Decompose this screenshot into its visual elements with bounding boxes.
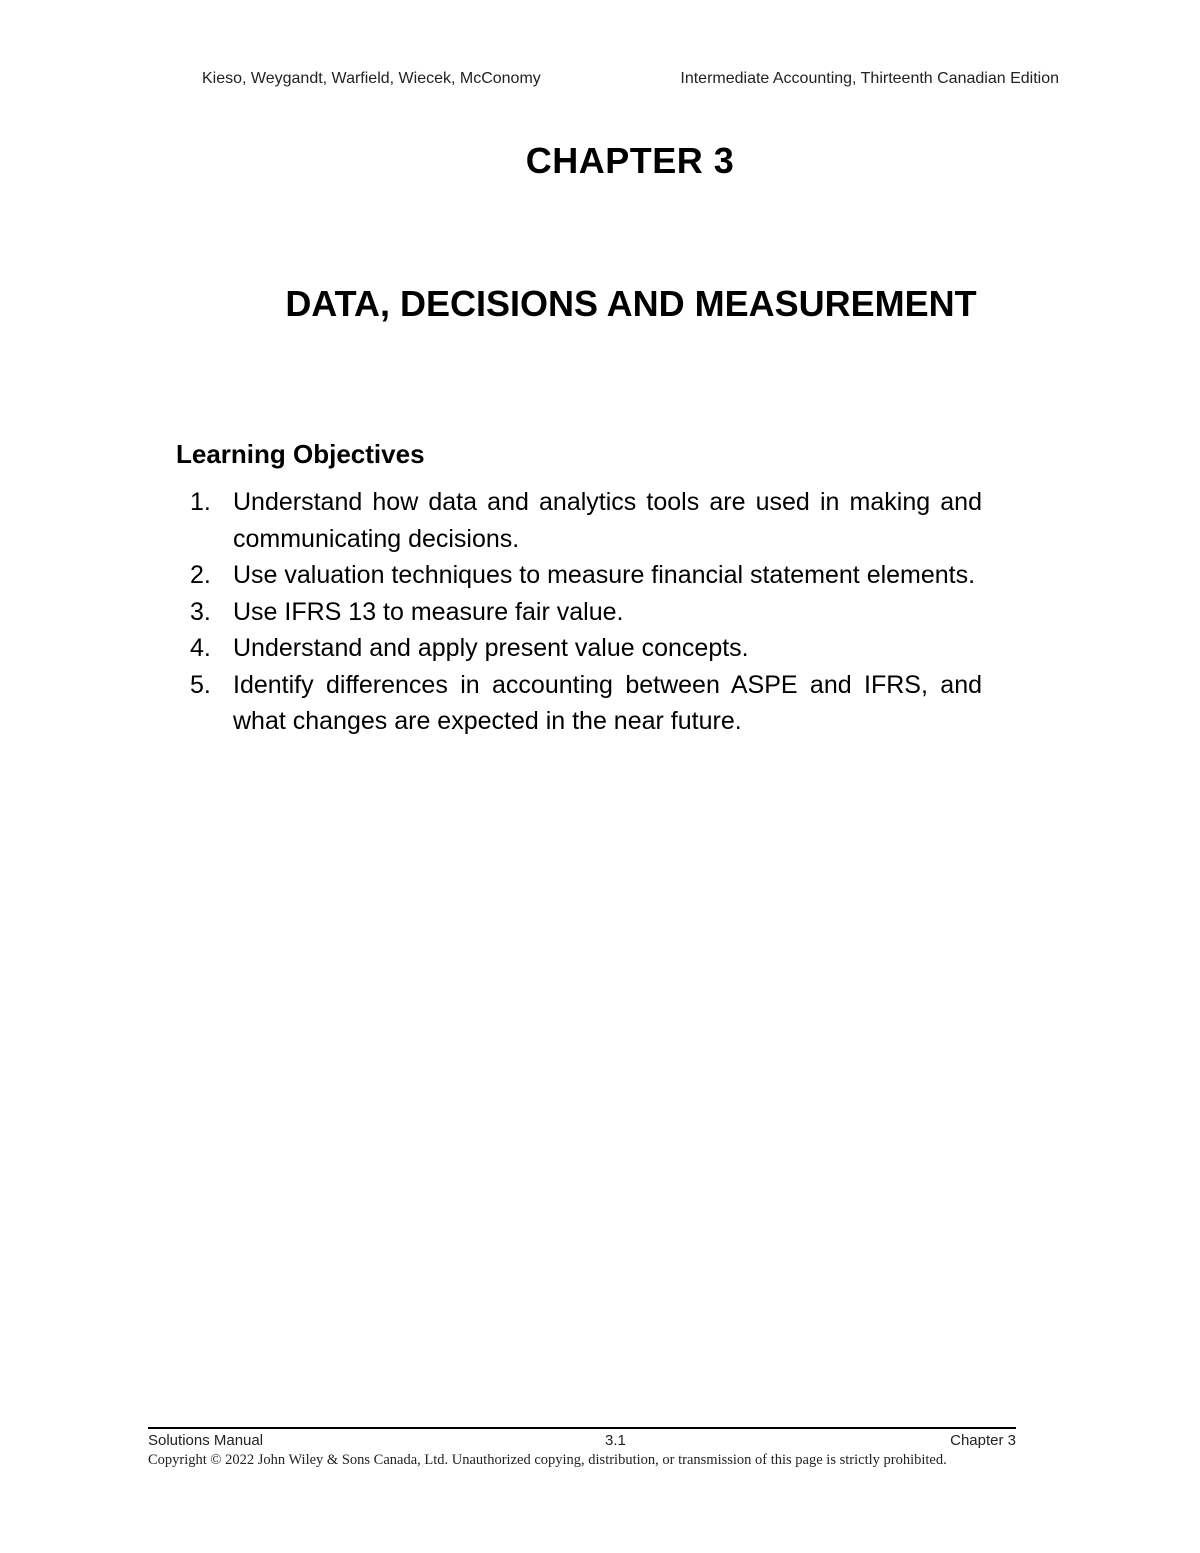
objective-item bbox=[176, 557, 982, 594]
objective-text: Use valuation techniques to measure financial statement elements. bbox=[233, 561, 976, 589]
footer bbox=[148, 1432, 1016, 1452]
footer-divider bbox=[148, 1427, 1016, 1429]
footer-chapter-label: Chapter 3 bbox=[950, 1432, 1016, 1449]
footer-page-number: 3.1 bbox=[605, 1432, 626, 1449]
objective-item bbox=[176, 630, 982, 667]
objective-number: 2. bbox=[190, 561, 211, 589]
objective-item bbox=[176, 594, 982, 631]
running-head-book-title: Intermediate Accounting, Thirteenth Canadian Edition bbox=[680, 70, 1059, 87]
objective-text: Understand and apply present value concepts. bbox=[233, 634, 749, 662]
learning-objectives-list bbox=[176, 484, 982, 740]
running-head bbox=[0, 70, 1200, 92]
objective-number: 5. bbox=[190, 670, 211, 699]
objective-item bbox=[176, 667, 982, 740]
objective-number: 1. bbox=[190, 488, 211, 516]
objective-number: 4. bbox=[190, 634, 211, 662]
chapter-title: DATA, DECISIONS AND MEASUREMENT bbox=[285, 283, 977, 324]
objective-text: Understand how data and analytics tools are used in making and communicating decisions. bbox=[233, 488, 982, 553]
copyright-notice: Copyright © 2022 John Wiley & Sons Canada, Ltd. Unauthorized copying, distribution, or transmission of this page is strictly prohibited. bbox=[148, 1452, 947, 1468]
learning-objectives-section bbox=[176, 436, 982, 740]
objective-text: Use IFRS 13 to measure fair value. bbox=[233, 597, 624, 626]
footer-manual-label: Solutions Manual bbox=[148, 1432, 264, 1449]
objective-item bbox=[176, 484, 982, 557]
objective-text: Identify differences in accounting between ASPE and IFRS, and what changes are expected in the near future. bbox=[233, 670, 982, 735]
learning-objectives-heading: Learning Objectives bbox=[176, 439, 425, 469]
running-head-authors: Kieso, Weygandt, Warfield, Wiecek, McConomy bbox=[202, 70, 541, 87]
objective-number: 3. bbox=[190, 597, 211, 626]
chapter-number: CHAPTER 3 bbox=[525, 140, 735, 181]
